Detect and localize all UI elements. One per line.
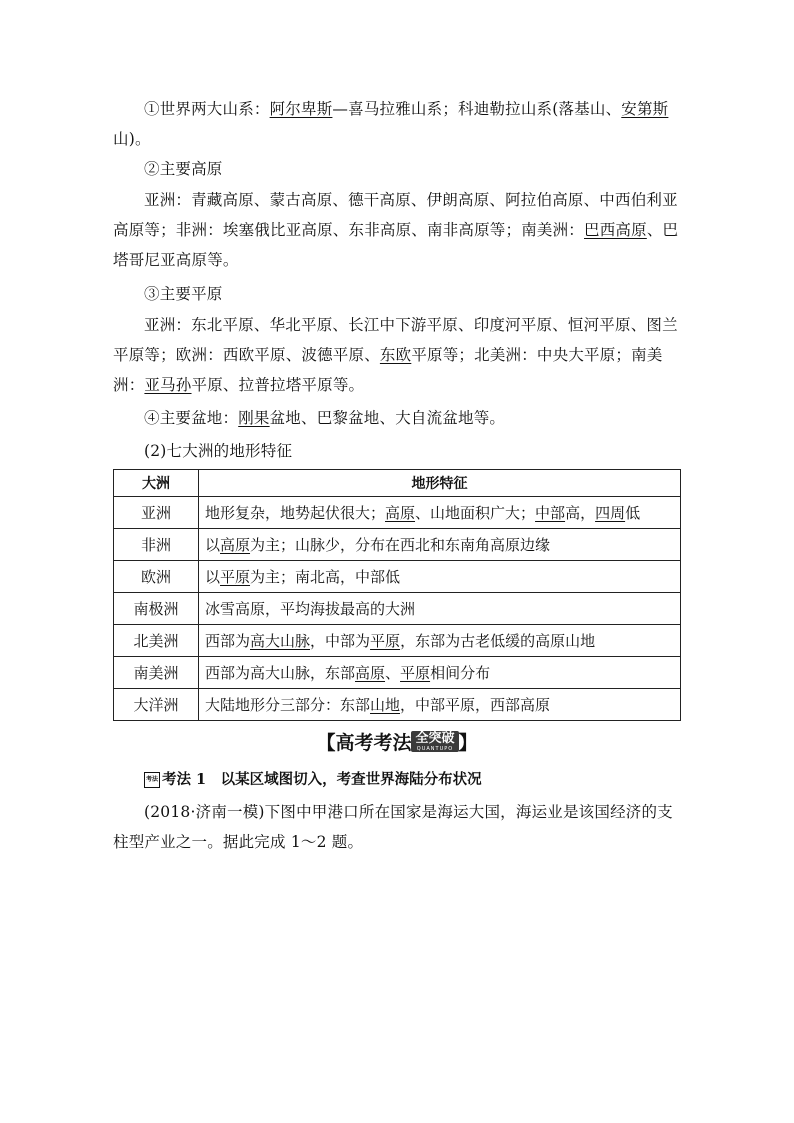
feature-text: 为主；山脉少，分布在西北和东南角高原边缘 xyxy=(250,536,551,554)
table-row xyxy=(114,561,681,593)
feature-text: 西部为高大山脉，东部 xyxy=(205,664,356,682)
continent-cell: 亚洲 xyxy=(114,497,199,529)
table-row xyxy=(114,529,681,561)
blank-amazon: 亚马孙 xyxy=(144,376,192,394)
feature-cell xyxy=(199,529,681,561)
banner-text: 【高考考法 xyxy=(316,732,412,754)
blank-answer: 山地 xyxy=(370,696,401,714)
feature-cell xyxy=(199,593,681,625)
feature-cell xyxy=(199,657,681,689)
feature-text: ，东部为古老低缓的高原山地 xyxy=(400,632,596,650)
banner-tag: 全突破 QUANTUPO xyxy=(411,731,458,752)
banner-text: 】 xyxy=(458,732,478,754)
continent-cell: 非洲 xyxy=(114,529,199,561)
blank-answer: 平原 xyxy=(400,664,431,682)
continent-cell: 欧洲 xyxy=(114,561,199,593)
feature-text: 冰雪高原，平均海拔最高的大洲 xyxy=(205,600,416,618)
table-row xyxy=(114,689,681,721)
blank-answer: 四周 xyxy=(595,504,626,522)
feature-cell xyxy=(199,625,681,657)
blank-east-europe: 东欧 xyxy=(379,346,412,364)
table-row xyxy=(114,657,681,689)
blank-answer: 高大山脉 xyxy=(250,632,311,650)
question-paragraph: (2018·济南一模)下图中甲港口所在国家是海运大国，海运业是该国经济的支柱型产业之一。据此完成 1～2 题。 xyxy=(113,803,673,851)
blank-andes: 安第斯 xyxy=(621,100,669,118)
basin-paragraph xyxy=(113,403,683,433)
blank-answer: 高原 xyxy=(355,664,386,682)
plateau-text: 、巴塔哥尼亚高原等。 xyxy=(113,221,679,269)
plain-paragraph xyxy=(113,310,683,400)
feature-cell xyxy=(199,497,681,529)
feature-text: 为主；南北高，中部低 xyxy=(250,568,401,586)
header-features: 地形特征 xyxy=(199,470,681,497)
plain-text: 平原、拉普拉塔平原等。 xyxy=(191,376,365,394)
feature-cell xyxy=(199,561,681,593)
plain-text: 平原等；北美洲：中央大平原；南美洲： xyxy=(113,346,663,394)
method-label: 考法 1 以某区域图切入，考查世界海陆分布状况 xyxy=(162,771,482,788)
feature-text: ，中部平原，西部高原 xyxy=(400,696,551,714)
basin-text: 盆地、巴黎盆地、大自流盆地等。 xyxy=(269,409,506,427)
blank-answer: 平原 xyxy=(220,568,251,586)
table-title: (2)七大洲的地形特征 xyxy=(144,442,293,460)
continent-cell: 南极洲 xyxy=(114,593,199,625)
plain-title: ③主要平原 xyxy=(144,285,223,303)
table-row xyxy=(114,497,681,529)
feature-text: 以 xyxy=(205,568,221,586)
continent-cell: 北美洲 xyxy=(114,625,199,657)
plateau-paragraph xyxy=(113,185,683,275)
mountain-paragraph xyxy=(113,94,683,154)
table-row xyxy=(114,625,681,657)
feature-text: 低 xyxy=(625,504,641,522)
header-continent: 大洲 xyxy=(114,470,199,497)
continent-cell: 南美洲 xyxy=(114,657,199,689)
method-heading xyxy=(144,768,482,789)
plain-text: 亚洲：东北平原、华北平原、长江中下游平原、印度河平原、恒河平原、图兰平原等；欧洲：西欧平原、波德平原、 xyxy=(113,316,678,364)
mountain-text: ①世界两大山系： xyxy=(144,100,270,118)
method-icon: 考法 xyxy=(144,772,160,788)
feature-text: 西部为 xyxy=(205,632,251,650)
feature-text: 、山地面积广大； xyxy=(415,504,536,522)
basin-text: ④主要盆地： xyxy=(144,409,239,427)
feature-text: ，中部为 xyxy=(310,632,371,650)
feature-cell xyxy=(199,689,681,721)
blank-answer: 平原 xyxy=(370,632,401,650)
blank-congo: 刚果 xyxy=(238,409,270,427)
section-banner xyxy=(0,728,794,755)
feature-text: 地形复杂，地势起伏很大； xyxy=(205,504,386,522)
mountain-text: 山)。 xyxy=(113,130,151,148)
feature-text: 、 xyxy=(385,664,401,682)
feature-text: 高， xyxy=(565,504,596,522)
feature-text: 大陆地形分三部分：东部 xyxy=(205,696,371,714)
blank-brazil-plateau: 巴西高原 xyxy=(584,221,647,239)
plateau-text: 亚洲：青藏高原、蒙古高原、德干高原、伊朗高原、阿拉伯高原、中西伯利亚高原等；非洲：埃塞俄比亚高原、东非高原、南非高原等；南美洲： xyxy=(113,191,678,239)
feature-text: 相间分布 xyxy=(430,664,491,682)
table-header-row xyxy=(114,470,681,497)
blank-answer: 高原 xyxy=(220,536,251,554)
continent-topography-table xyxy=(113,469,681,721)
table-row xyxy=(114,593,681,625)
blank-answer: 高原 xyxy=(385,504,416,522)
blank-alps: 阿尔卑斯 xyxy=(269,100,333,118)
continent-cell: 大洋洲 xyxy=(114,689,199,721)
mountain-text: —喜马拉雅山系；科迪勒拉山系(落基山、 xyxy=(332,100,622,118)
feature-text: 以 xyxy=(205,536,221,554)
blank-answer: 中部 xyxy=(535,504,566,522)
plateau-title: ②主要高原 xyxy=(144,160,223,178)
